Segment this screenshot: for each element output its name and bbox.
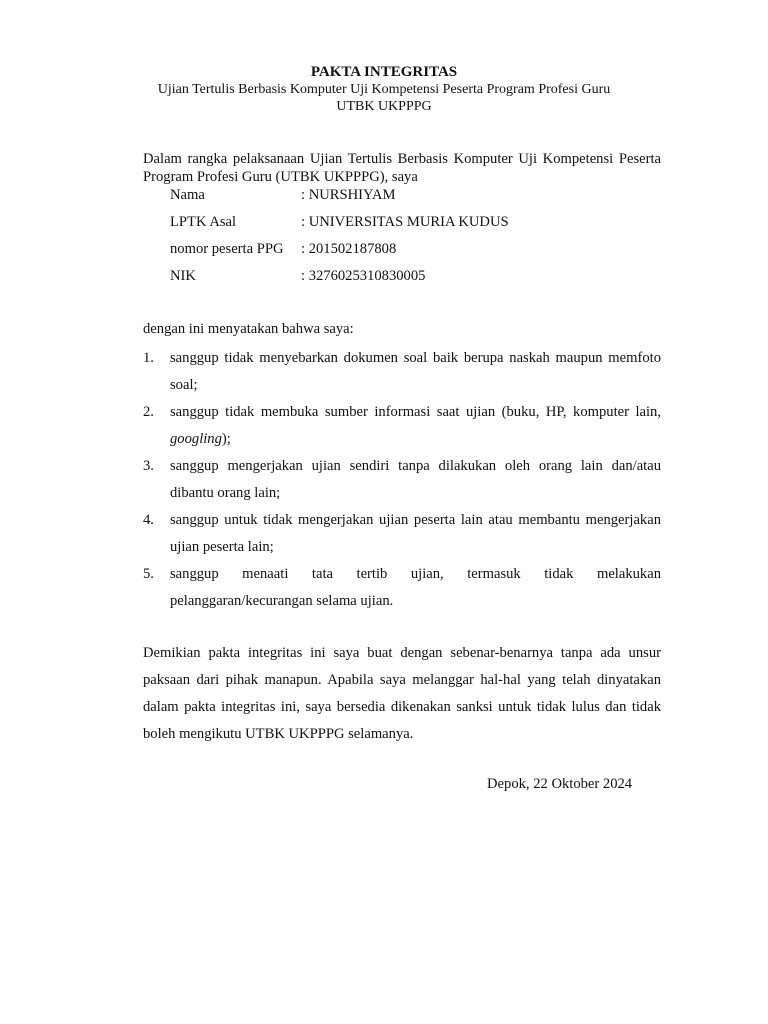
statement-line: soal;	[170, 377, 198, 393]
identity-label: NIK	[170, 268, 196, 284]
identity-value: : NURSHIYAM	[301, 187, 396, 203]
closing-paragraph: Demikian pakta integritas ini saya buat dengan sebenar-benarnya tanpa ada unsur paksaan dari pihak manapun. Apabila saya melanggar hal-hal yang telah dinyatakan dalam pakta integritas ini, saya bersedia dikenakan sanksi untuk tidak lulus dan tidak boleh mengikutu UTBK UKPPPG selamanya.	[143, 645, 661, 742]
identity-row-nik	[170, 265, 509, 292]
statement-line: sanggup mengerjakan ujian sendiri tanpa dilakukan oleh orang lain dan/atau	[170, 458, 661, 474]
intro-paragraph: Dalam rangka pelaksanaan Ujian Tertulis Berbasis Komputer Uji Kompetensi Peserta Program Profesi Guru (UTBK UKPPPG), saya	[143, 151, 661, 185]
identity-block	[170, 184, 509, 292]
identity-value: : 201502187808	[301, 241, 397, 257]
identity-row-lptk	[170, 211, 509, 238]
identity-row-participant-number	[170, 238, 509, 265]
statement-tail: );	[221, 431, 231, 447]
identity-row-name	[170, 184, 509, 211]
list-number: 1.	[143, 350, 154, 366]
declaration-intro: dengan ini menyatakan bahwa saya:	[143, 321, 354, 337]
statement-line: pelanggaran/kecurangan selama ujian.	[170, 593, 394, 609]
list-number: 3.	[143, 458, 154, 474]
document-subtitle-2: UTBK UKPPPG	[336, 99, 432, 114]
list-item	[143, 561, 661, 615]
statement-list	[143, 345, 661, 615]
statement-line: sanggup menaati tata tertib ujian, termasuk tidak melakukan	[170, 566, 661, 582]
statement-line	[170, 431, 231, 447]
statement-line: ujian peserta lain;	[170, 539, 274, 555]
document-subtitle: Ujian Tertulis Berbasis Komputer Uji Kompetensi Peserta Program Profesi Guru	[157, 82, 611, 97]
place-date: Depok, 22 Oktober 2024	[487, 776, 633, 792]
statement-italic: googling	[170, 431, 222, 447]
identity-label: nomor peserta PPG	[170, 241, 284, 257]
identity-value: : 3276025310830005	[301, 268, 426, 284]
list-number: 4.	[143, 512, 154, 528]
statement-line: sanggup tidak membuka sumber informasi saat ujian (buku, HP, komputer lain,	[170, 404, 661, 420]
identity-value: : UNIVERSITAS MURIA KUDUS	[301, 214, 509, 230]
list-item	[143, 507, 661, 561]
list-number: 5.	[143, 566, 154, 582]
list-item	[143, 345, 661, 399]
identity-label: Nama	[170, 187, 205, 203]
statement-line: sanggup tidak menyebarkan dokumen soal baik berupa naskah maupun memfoto	[170, 350, 661, 366]
list-item	[143, 453, 661, 507]
list-number: 2.	[143, 404, 154, 420]
statement-line: dibantu orang lain;	[170, 485, 281, 501]
statement-line: sanggup untuk tidak mengerjakan ujian peserta lain atau membantu mengerjakan	[170, 512, 661, 528]
document-title: PAKTA INTEGRITAS	[310, 64, 458, 80]
list-item	[143, 399, 661, 453]
identity-label: LPTK Asal	[170, 214, 237, 230]
